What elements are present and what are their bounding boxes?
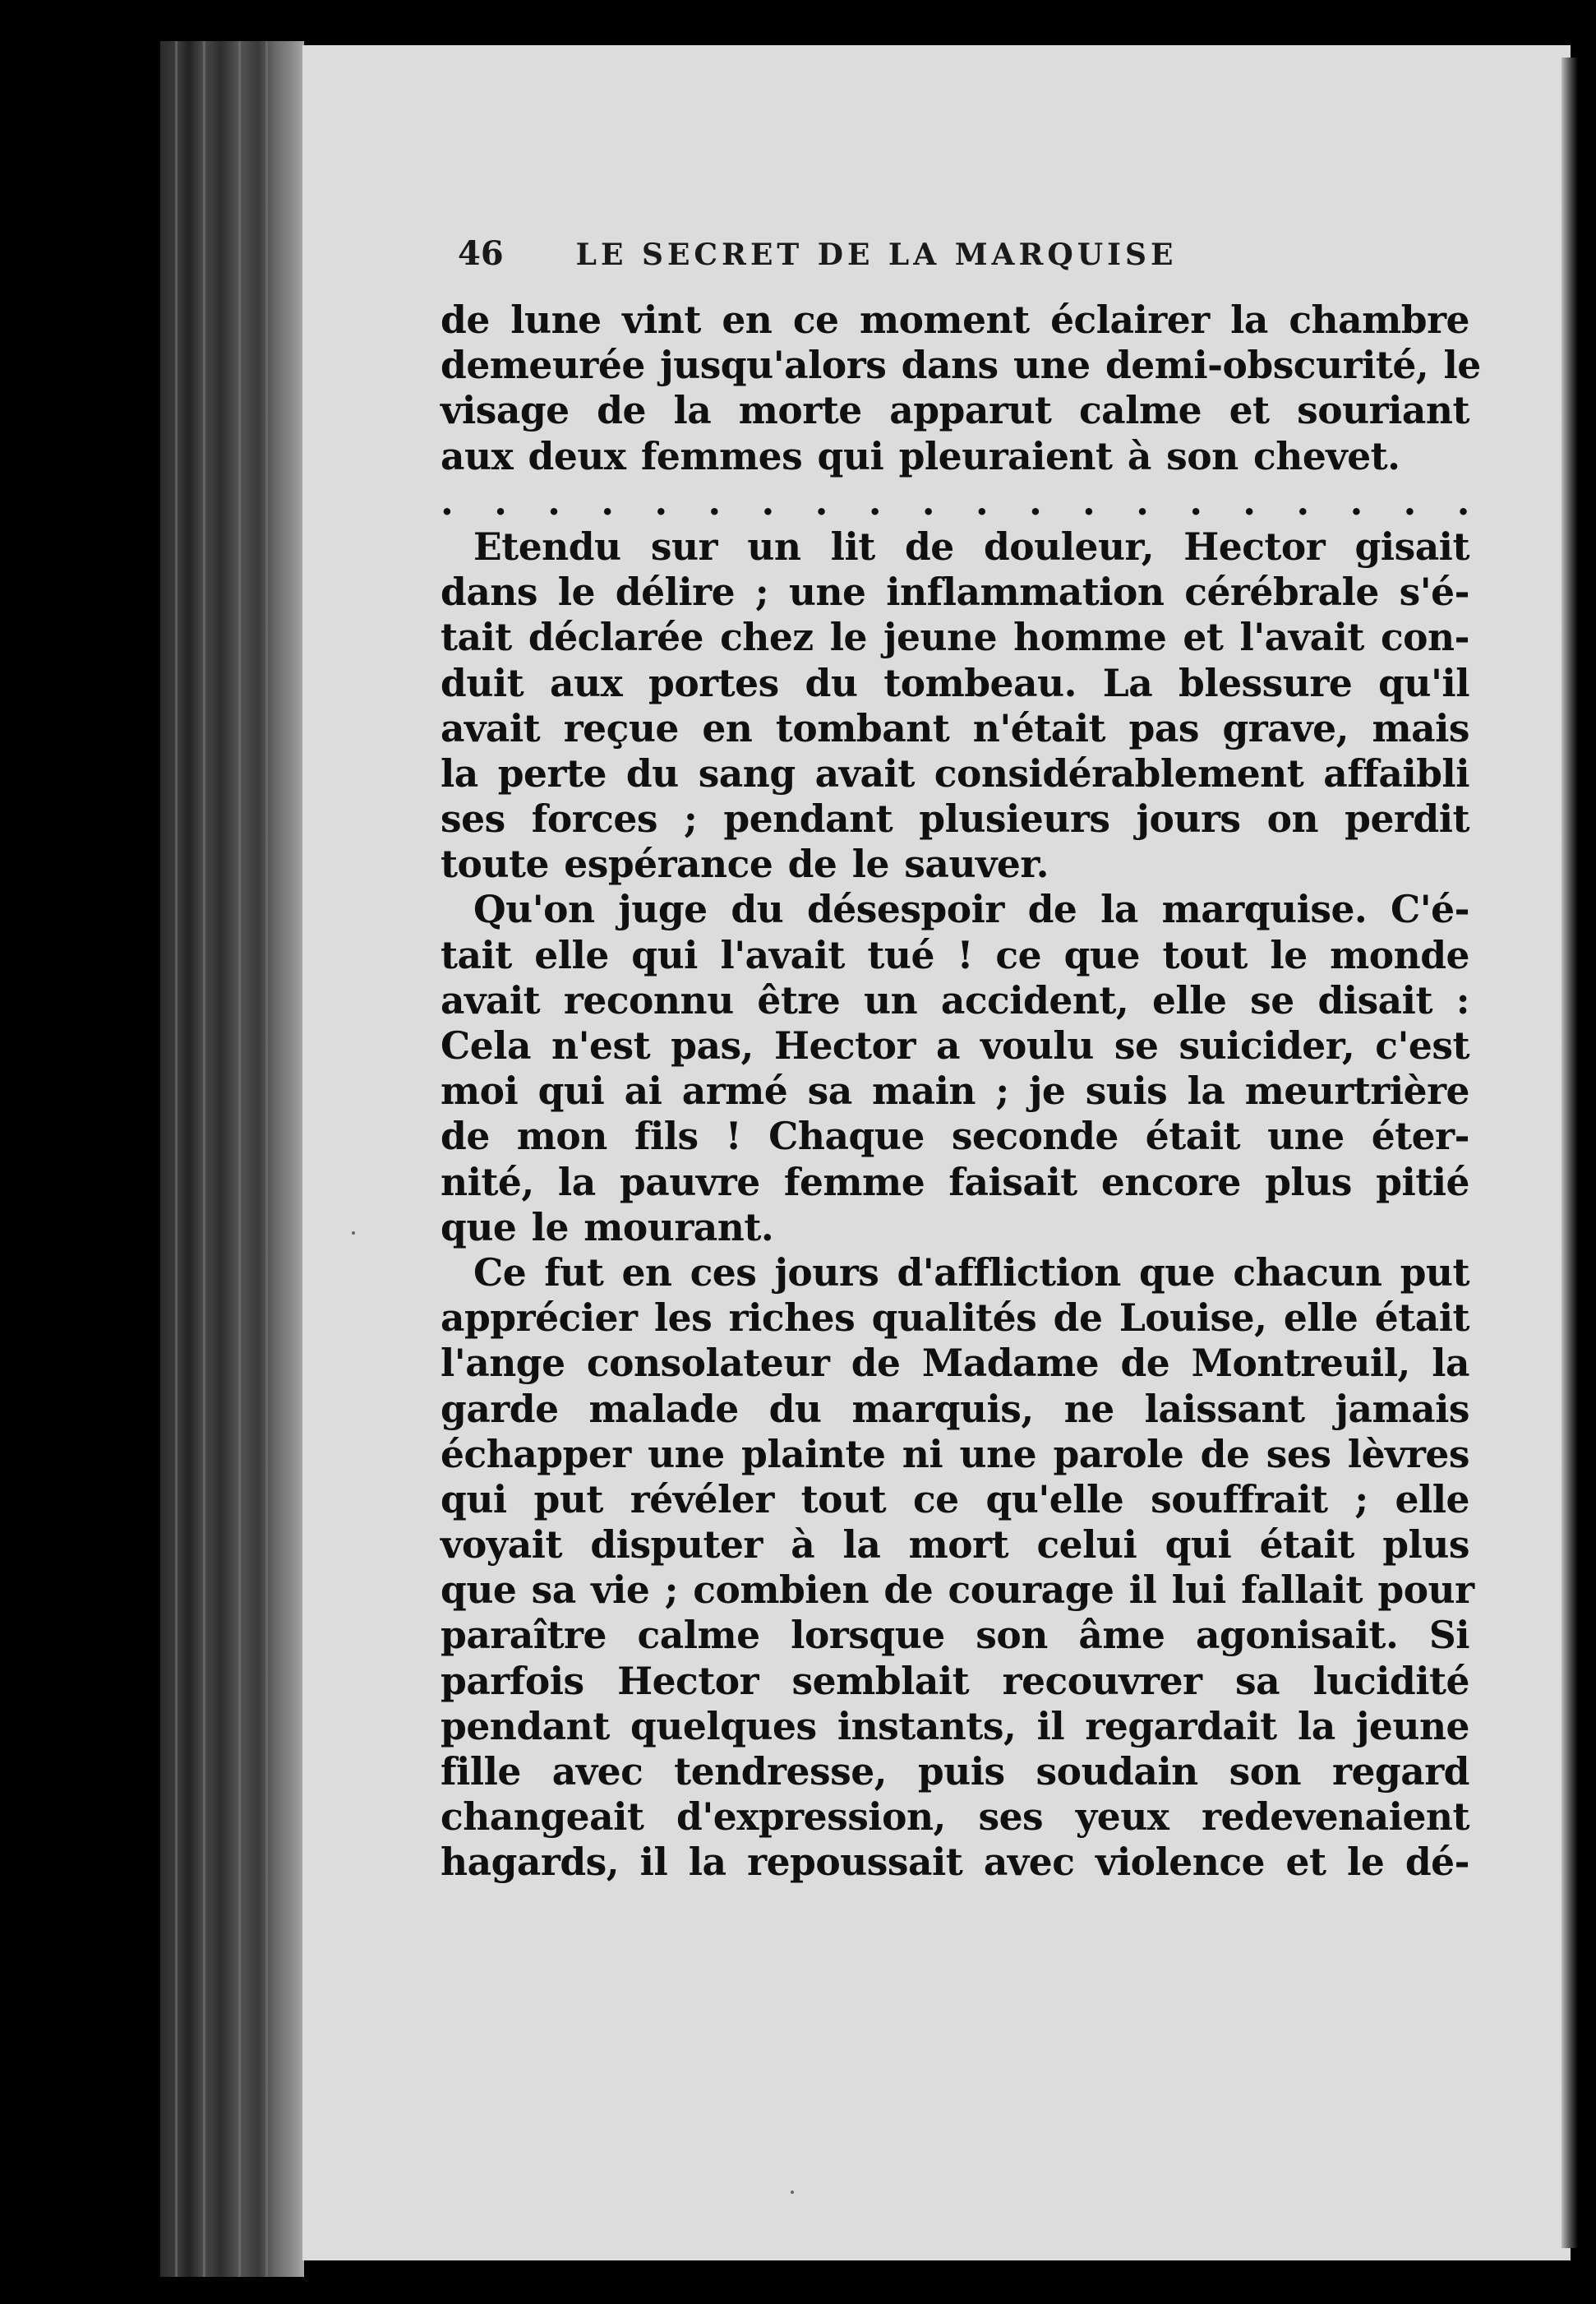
text-line: parfois Hector semblait recouvrer sa lucidité xyxy=(441,1658,1469,1703)
text-line: Qu'on juge du désespoir de la marquise. C'é- xyxy=(473,887,1469,932)
text-line: nité, la pauvre femme faisait encore plus pitié xyxy=(441,1159,1469,1204)
text-line: l'ange consolateur de Madame de Montreuil, la xyxy=(441,1341,1469,1386)
text-line: toute espérance de le sauver. xyxy=(441,842,1049,887)
text-line: aux deux femmes qui pleuraient à son chevet. xyxy=(441,433,1400,478)
text-line: hagards, il la repoussait avec violence et le dé- xyxy=(441,1840,1469,1885)
text-line: qui put révéler tout ce qu'elle souffrait ; elle xyxy=(441,1476,1469,1521)
text-line: garde malade du marquis, ne laissant jamais xyxy=(441,1386,1469,1431)
binding-streak xyxy=(238,41,241,2277)
text-line: que le mourant. xyxy=(441,1204,774,1249)
text-line: ses forces ; pendant plusieurs jours on perdit xyxy=(441,796,1469,842)
book-binding xyxy=(160,41,304,2277)
text-line: Etendu sur un lit de douleur, Hector gisait xyxy=(473,524,1469,569)
text-line: duit aux portes du tombeau. La blessure qu'il xyxy=(441,660,1469,705)
text-line: tait elle qui l'avait tué ! ce que tout le monde xyxy=(441,932,1469,977)
text-line: de lune vint en ce moment éclairer la chambre xyxy=(441,298,1469,342)
scan-speck xyxy=(791,2191,794,2194)
text-line: avait reconnu être un accident, elle se disait : xyxy=(441,977,1469,1023)
text-line: paraître calme lorsque son âme agonisait. Si xyxy=(441,1613,1469,1658)
text-line: la perte du sang avait considérablement affaibli xyxy=(441,750,1469,796)
book-title: LE SECRET DE LA MARQUISE xyxy=(575,238,1178,272)
body-text xyxy=(441,298,1481,1886)
text-line: demeurée jusqu'alors dans une demi-obscurité, le xyxy=(441,343,1481,388)
text-line: tait déclarée chez le jeune homme et l'avait con- xyxy=(441,615,1469,660)
text-line: fille avec tendresse, puis soudain son regard xyxy=(441,1749,1469,1794)
binding-streak xyxy=(175,41,178,2277)
text-line: moi qui ai armé sa main ; je suis la meurtrière xyxy=(441,1069,1469,1114)
text-line: échapper une plainte ni une parole de ses lèvres xyxy=(441,1431,1469,1476)
text-line: de mon fils ! Chaque seconde était une éter- xyxy=(441,1114,1469,1159)
page-edge xyxy=(1561,58,1578,2248)
running-head xyxy=(458,234,1296,273)
text-line: changeait d'expression, ses yeux redevenaient xyxy=(441,1794,1469,1840)
binding-streak xyxy=(265,41,268,2277)
text-line: avait reçue en tombant n'était pas grave, mais xyxy=(441,705,1469,750)
binding-streak xyxy=(203,41,205,2277)
section-break: . . . . . . . . . . . . . . . . . . . . xyxy=(441,478,1469,524)
scan-speck xyxy=(352,1231,355,1235)
text-line: pendant quelques instants, il regardait la jeune xyxy=(441,1703,1469,1748)
text-line: apprécier les riches qualités de Louise, elle était xyxy=(441,1295,1469,1341)
text-line: que sa vie ; combien de courage il lui fallait pour xyxy=(441,1568,1474,1613)
page-number: 46 xyxy=(458,234,504,273)
text-line: visage de la morte apparut calme et souriant xyxy=(441,388,1469,433)
text-line: Cela n'est pas, Hector a voulu se suicider, c'est xyxy=(441,1023,1469,1068)
text-line: voyait disputer à la mort celui qui était plus xyxy=(441,1522,1469,1568)
text-line: dans le délire ; une inflammation cérébrale s'é- xyxy=(441,570,1469,615)
text-line: Ce fut en ces jours d'affliction que chacun put xyxy=(473,1249,1469,1295)
